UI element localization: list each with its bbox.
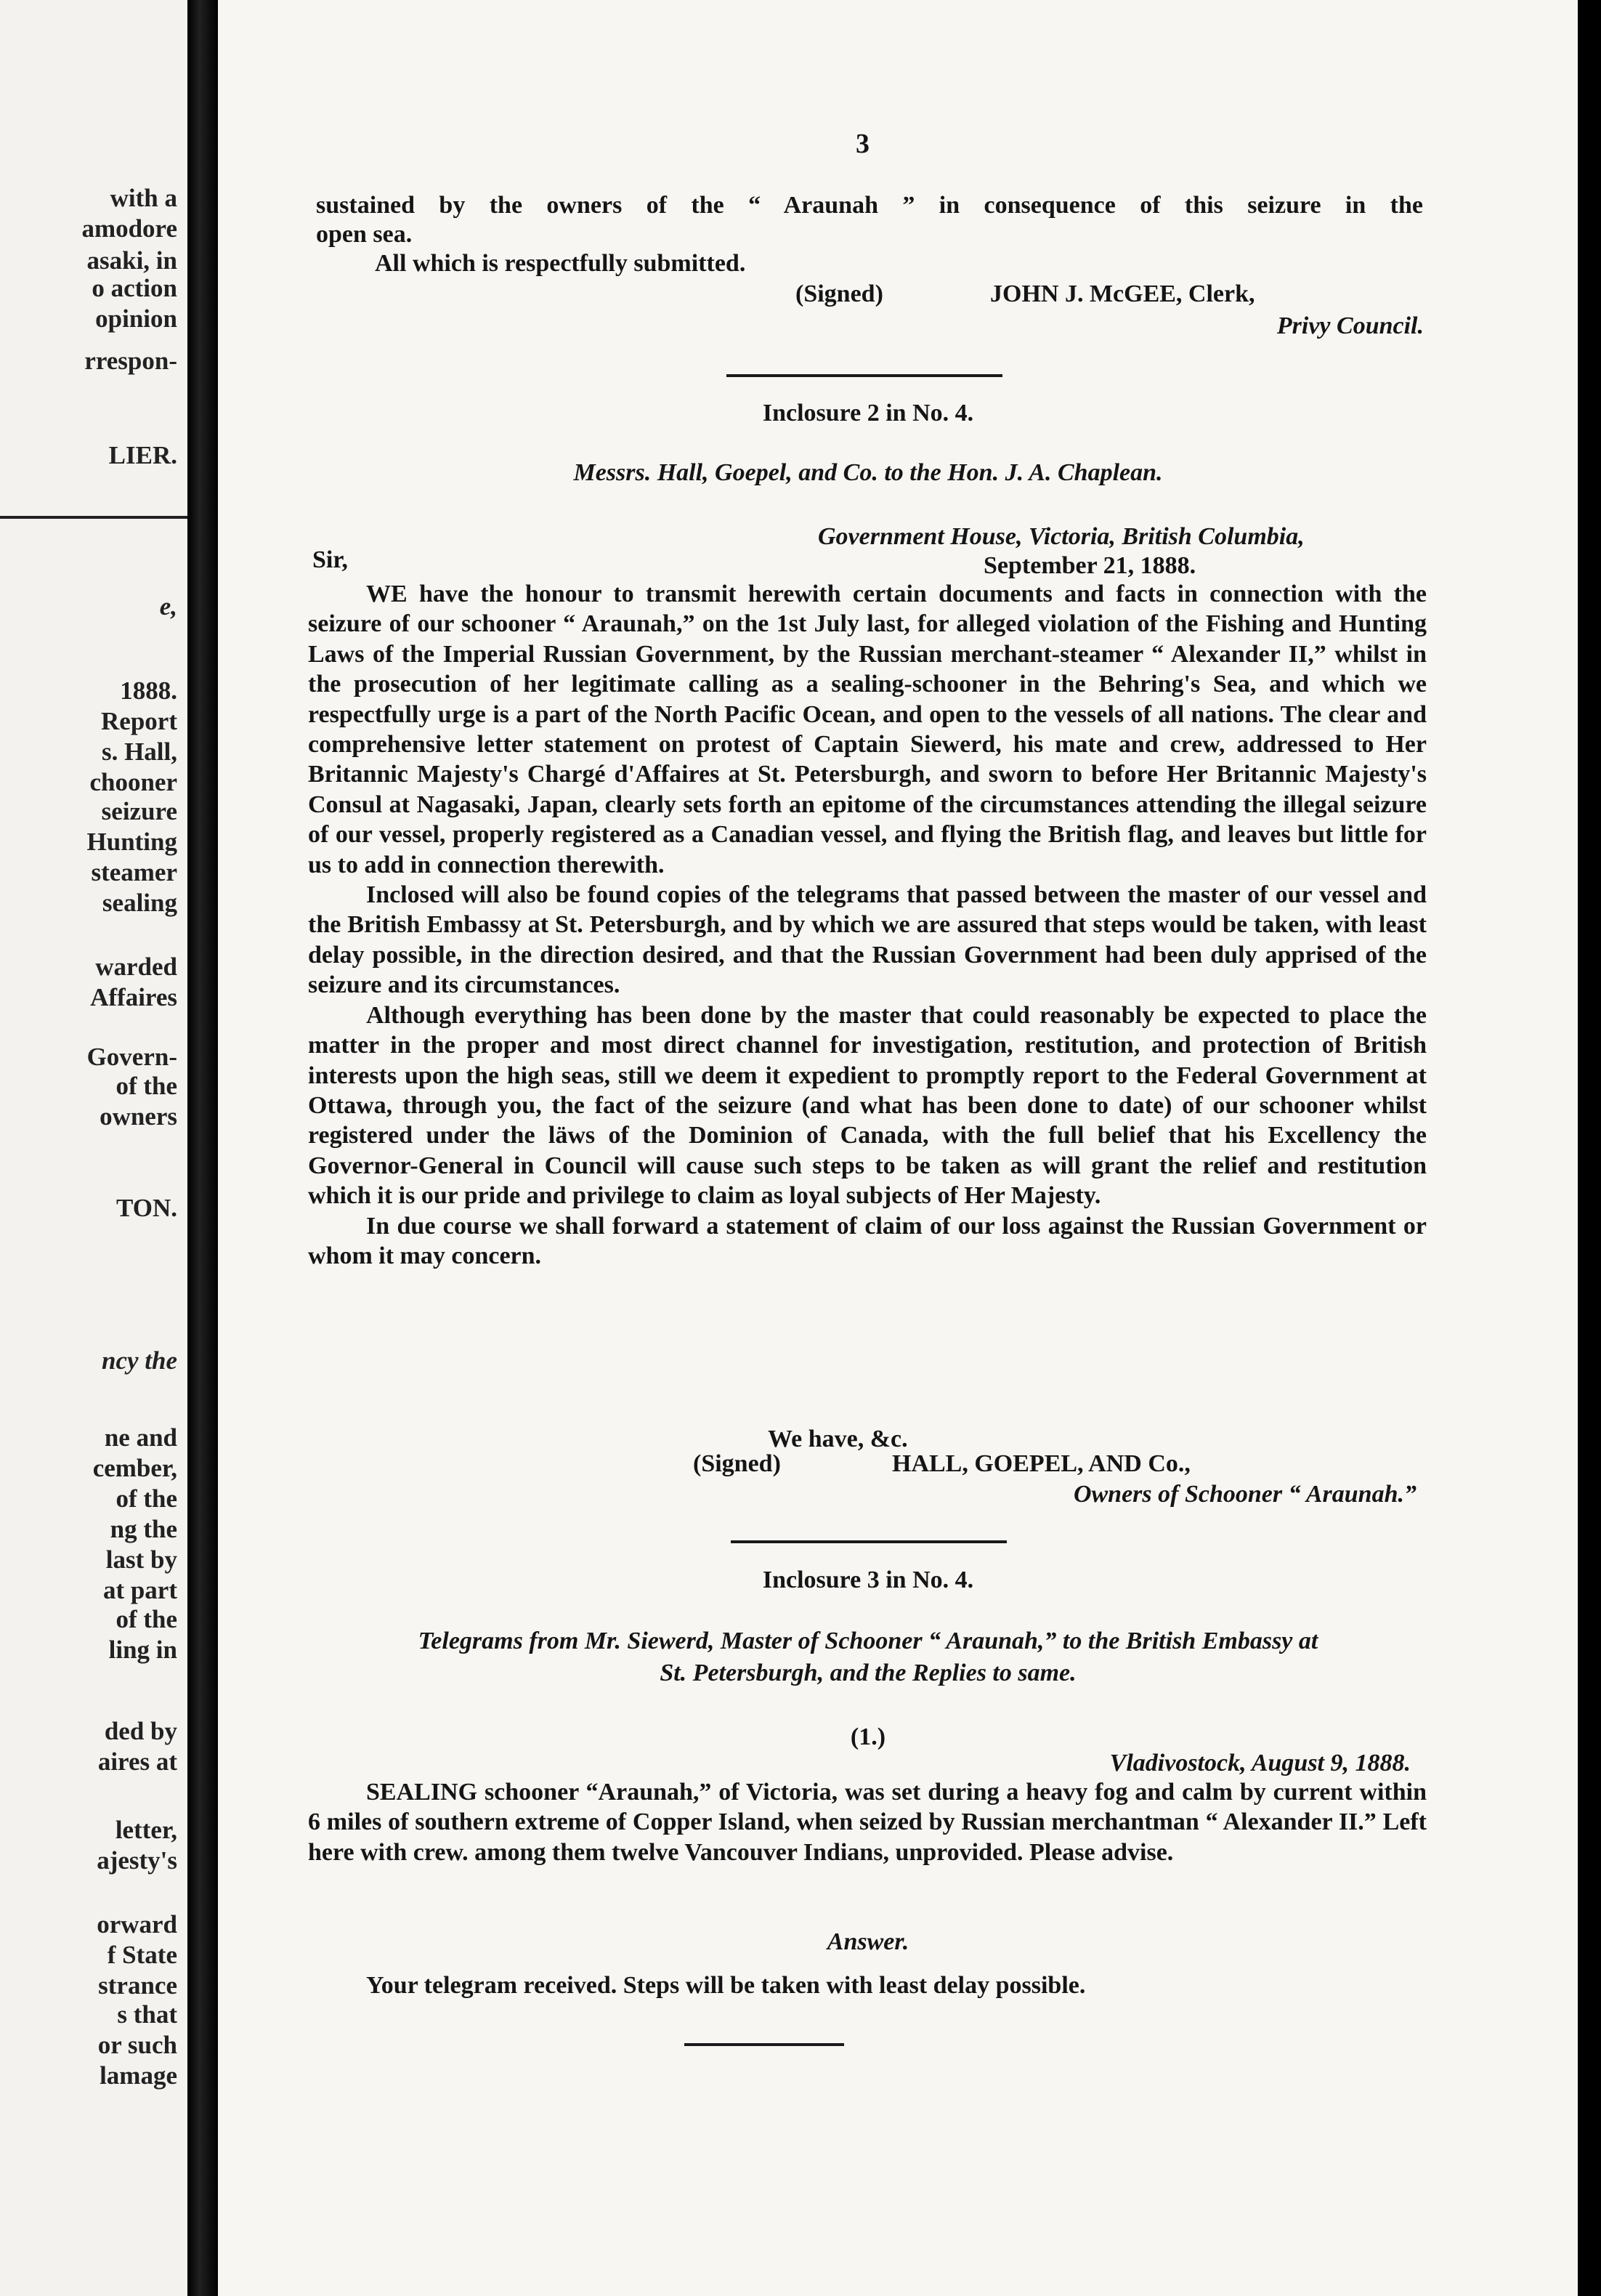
adjacent-page-text-fragment: ded by (104, 1717, 177, 1745)
adjacent-page-text-fragment: Hunting (86, 828, 177, 856)
book-gutter (187, 0, 218, 2296)
divider-rule-1 (726, 374, 1002, 377)
closing-we-have: We have, &c. (768, 1426, 908, 1452)
adjacent-page-text-fragment: steamer (91, 858, 177, 886)
signer-mcgee-title: Privy Council. (1276, 312, 1424, 339)
adjacent-page-text-fragment: aires at (97, 1747, 177, 1776)
adjacent-page-text-fragment: amodore (81, 214, 177, 243)
adjacent-page-text-fragment: asaki, in (86, 246, 177, 275)
adjacent-page-text-fragment: seizure (101, 797, 177, 825)
adjacent-page-text-fragment: cember, (92, 1454, 177, 1482)
adjacent-page-text-fragment: Govern- (86, 1043, 177, 1071)
adjacent-page-text-fragment: rrespon- (84, 347, 177, 375)
letter-date: September 21, 1888. (984, 552, 1196, 579)
adjacent-page-text-fragment: lamage (100, 2061, 177, 2090)
divider-rule-2 (731, 1540, 1007, 1543)
adjacent-page-rule (0, 516, 187, 519)
answer-text: Your telegram received. Steps will be taken with least delay possible. (366, 1972, 1086, 1999)
inclosure-3-subheading-2: St. Petersburgh, and the Replies to same. (660, 1660, 1077, 1686)
signer-hall-goepel-title: Owners of Schooner “ Araunah.” (1073, 1481, 1416, 1508)
letter-paragraph-3: Although everything has been done by the master that could reasonably be expected to place the matter in the proper and most direct channel for investigation, restitution, and protection of British interests upon the high seas, still we deem it expedient to promptly report to the Federal Government at Ottawa, through you, the fact of the seizure (and what has been done to date) of our schooner whilst registered under the läws of the Dominion of Canada, with the full belief that his Excellency the Governor-General in Council will cause such steps to be taken as will grant the relief and restitution which it is our pride and privilege to claim as loyal subjects of Her Majesty. (308, 1001, 1427, 1210)
adjacent-page-text-fragment: ncy the (101, 1346, 177, 1375)
inclosure-3-subheading-1: Telegrams from Mr. Siewerd, Master of Schooner “ Araunah,” to the British Embassy at (418, 1628, 1318, 1654)
signed-label: (Signed) (795, 280, 883, 307)
telegram-number: (1.) (850, 1723, 886, 1750)
adjacent-page-text-fragment: LIER. (108, 441, 177, 469)
letter-paragraph-4: In due course we shall forward a statement of claim of our loss against the Russian Government or whom it may concern. (308, 1212, 1427, 1269)
adjacent-page-text-fragment: last by (105, 1545, 177, 1574)
adjacent-page-text-fragment: opinion (95, 304, 177, 333)
adjacent-page-text-fragment: o action (92, 274, 177, 302)
adjacent-page-text-fragment: Report (101, 707, 177, 735)
adjacent-page-text-fragment: ajesty's (97, 1846, 177, 1875)
adjacent-page-text-fragment: at part (102, 1576, 177, 1604)
adjacent-page-text-fragment: TON. (116, 1194, 177, 1222)
letter-paragraph-2: Inclosed will also be found copies of the telegrams that passed between the master of our vessel and the British Embassy at St. Petersburgh, and by which we are assured that steps would be taken, with least delay possible, in the direction desired, and that the Russian Government had been duly apprised of the seizure and its circumstances. (308, 881, 1427, 999)
telegram-body (308, 1777, 1427, 1867)
adjacent-page-text-fragment: of the (115, 1072, 177, 1100)
telegram-dateline: Vladivostock, August 9, 1888. (1109, 1750, 1411, 1776)
adjacent-page-text-fragment: f State (107, 1941, 177, 1969)
adjacent-page-text-fragment: sealing (102, 889, 177, 917)
divider-rule-3 (684, 2043, 844, 2046)
letter-paragraph-1: WE have the honour to transmit herewith certain documents and facts in connection with the seizure of our schooner “ Araunah,” on the 1st July last, for alleged violation of the Fishing and Hunting Laws of the Imperial Russian Government, by the Russian merchant-steamer “ Alexander II,” whilst in the prosecution of her legitimate calling as a sealing-schooner in the Behring's Sea, and which we respectfully urge is a part of the North Pacific Ocean, and open to the vessels of all nations. The clear and comprehensive letter statement on protest of Captain Siewerd, his mate and crew, addressed to Her Britannic Majesty's Chargé d'Affaires at St. Petersburgh, and sworn to before Her Britannic Majesty's Consul at Nagasaki, Japan, clearly sets forth an epitome of the circumstances attending the illegal seizure of our vessel, properly registered as a Canadian vessel, and flying the British flag, and leaves but little for us to add in connection therewith. (308, 581, 1427, 878)
adjacent-page-text-fragment: e, (159, 592, 177, 621)
adjacent-page-text-fragment: ng the (110, 1515, 177, 1543)
adjacent-page-fragment (0, 0, 187, 2296)
adjacent-page-text-fragment: s that (117, 2000, 177, 2029)
page-number: 3 (856, 129, 870, 159)
adjacent-page-text-fragment: letter, (115, 1816, 177, 1844)
adjacent-page-text-fragment: orward (97, 1910, 177, 1939)
telegram-text: SEALING schooner “Araunah,” of Victoria, was set during a heavy fog and calm by current within 6 miles of southern extreme of Copper Island, when seized by Russian merchantman “ Alexander II.” Left here with crew. among them twelve Vancouver Indians, unprovided. Please advise. (308, 1779, 1427, 1866)
intro-line-1: sustained by the owners of the “ Araunah ” in consequence of this seizure in the (316, 192, 1423, 219)
document-page (218, 0, 1578, 2296)
adjacent-page-text-fragment: of the (115, 1484, 177, 1513)
adjacent-page-text-fragment: strance (98, 1971, 177, 2000)
adjacent-page-text-fragment: s. Hall, (101, 737, 177, 766)
submitted-line: All which is respectfully submitted. (375, 250, 746, 277)
adjacent-page-text-fragment: of the (115, 1605, 177, 1633)
signed-label-2: (Signed) (693, 1450, 781, 1477)
adjacent-page-text-fragment: chooner (89, 768, 177, 796)
signer-mcgee: JOHN J. McGEE, Clerk, (990, 280, 1255, 307)
adjacent-page-text-fragment: ne and (104, 1423, 177, 1452)
inclosure-2-heading: Inclosure 2 in No. 4. (762, 400, 974, 427)
inclosure-3-heading: Inclosure 3 in No. 4. (762, 1567, 974, 1593)
signer-hall-goepel: HALL, GOEPEL, AND Co., (892, 1450, 1191, 1477)
adjacent-page-text-fragment: Affaires (90, 983, 177, 1011)
intro-line-2: open sea. (316, 221, 413, 248)
adjacent-page-text-fragment: owners (100, 1102, 177, 1131)
answer-label: Answer. (827, 1928, 909, 1955)
adjacent-page-text-fragment: or such (97, 2031, 177, 2059)
adjacent-page-text-fragment: 1888. (120, 676, 177, 705)
inclosure-2-subheading: Messrs. Hall, Goepel, and Co. to the Hon. J. A. Chaplean. (573, 459, 1163, 486)
adjacent-page-text-fragment: with a (110, 184, 177, 212)
salutation: Sir, (312, 546, 348, 573)
letter-body (308, 579, 1427, 1271)
adjacent-page-text-fragment: warded (95, 953, 177, 981)
adjacent-page-text-fragment: ling in (108, 1636, 177, 1664)
letter-place: Government House, Victoria, British Columbia, (818, 523, 1305, 550)
